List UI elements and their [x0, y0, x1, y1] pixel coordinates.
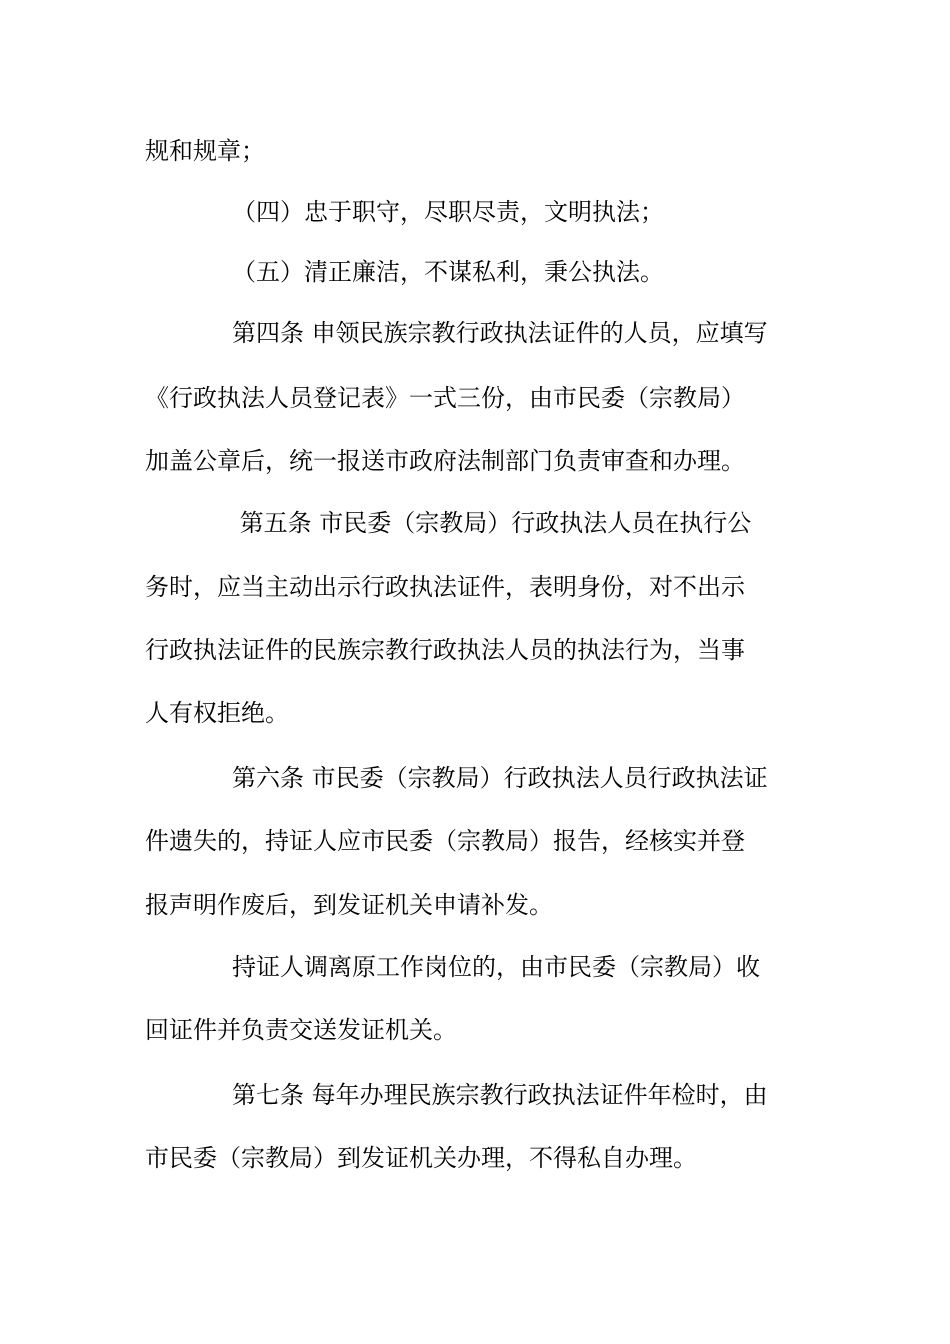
- text-line: 市民委（宗教局）到发证机关办理，不得私自办理。: [145, 1144, 697, 1172]
- text-line: （五）清正廉洁，不谋私利，秉公执法。: [232, 258, 664, 286]
- text-line: （四）忠于职守，尽职尽责，文明执法；: [232, 198, 664, 226]
- text-line: 件遗失的，持证人应市民委（宗教局）报告，经核实并登: [145, 827, 745, 855]
- text-line: 报声明作废后，到发证机关申请补发。: [145, 891, 553, 919]
- text-line: 人有权拒绝。: [145, 699, 289, 727]
- text-line: 《行政执法人员登记表》一式三份，由市民委（宗教局）: [145, 384, 745, 412]
- text-line: 务时，应当主动出示行政执法证件，表明身份，对不出示: [145, 573, 745, 601]
- text-line: 规和规章；: [145, 137, 265, 165]
- text-line: 第七条 每年办理民族宗教行政执法证件年检时，由: [232, 1081, 768, 1109]
- text-line: 第四条 申领民族宗教行政执法证件的人员，应填写: [232, 319, 768, 347]
- text-line: 持证人调离原工作岗位的，由市民委（宗教局）收: [232, 953, 760, 981]
- text-line: 加盖公章后，统一报送市政府法制部门负责审查和办理。: [145, 447, 745, 475]
- text-line: 行政执法证件的民族宗教行政执法人员的执法行为，当事: [145, 636, 745, 664]
- text-line: 回证件并负责交送发证机关。: [145, 1016, 457, 1044]
- text-line: 第六条 市民委（宗教局）行政执法人员行政执法证: [232, 764, 768, 792]
- text-line: 第五条 市民委（宗教局）行政执法人员在执行公: [232, 509, 752, 537]
